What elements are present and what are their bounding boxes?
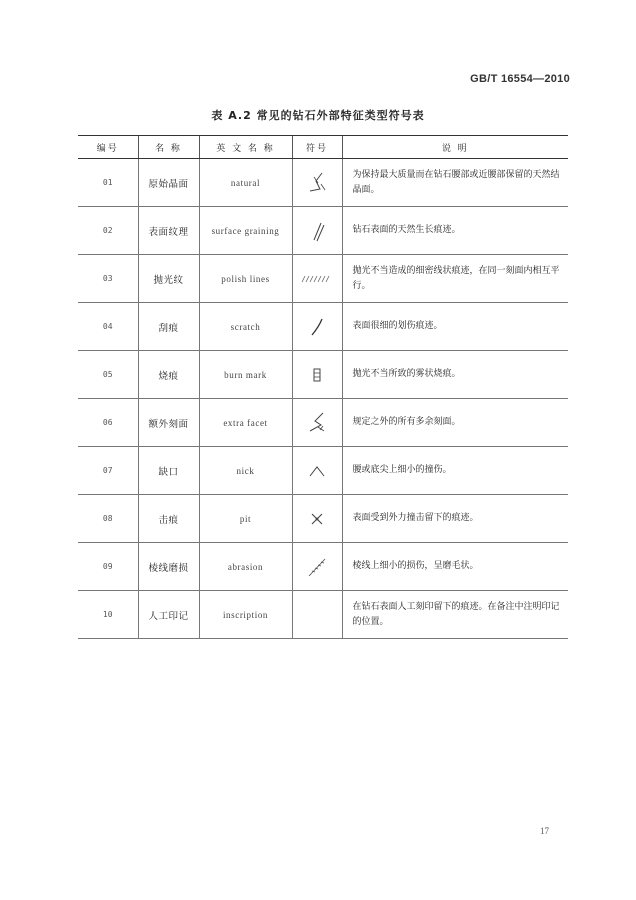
row-description: 抛光不当所致的雾状烧痕。: [342, 351, 568, 399]
row-code: 06: [78, 399, 138, 447]
table-row: [78, 591, 568, 639]
row-name: 烧痕: [138, 351, 199, 399]
pit-symbol-icon: [309, 511, 325, 527]
header-description: 说 明: [342, 136, 568, 159]
burn-mark-symbol-icon: [309, 366, 325, 384]
symbol-empty-cell: [292, 591, 342, 639]
table-row: [78, 351, 568, 399]
table-row: [78, 255, 568, 303]
row-name: 额外刻面: [138, 399, 199, 447]
table-header-row: [78, 136, 568, 159]
table-row: [78, 447, 568, 495]
table-row: [78, 543, 568, 591]
polish-lines-symbol-icon: [301, 273, 333, 285]
row-code: 01: [78, 159, 138, 207]
header-english-name: 英 文 名 称: [199, 136, 292, 159]
row-description: 棱线上细小的损伤，呈磨毛状。: [342, 543, 568, 591]
row-english-name: extra facet: [199, 399, 292, 447]
row-name: 人工印记: [138, 591, 199, 639]
row-description: 抛光不当造成的细密线状痕迹，在同一刻面内相互平行。: [342, 255, 568, 303]
surface-graining-symbol-icon: [306, 220, 328, 242]
row-english-name: scratch: [199, 303, 292, 351]
row-description: 腰或底尖上细小的撞伤。: [342, 447, 568, 495]
header-symbol: 符号: [292, 136, 342, 159]
row-english-name: pit: [199, 495, 292, 543]
row-description: 在钻石表面人工刻印留下的痕迹。在备注中注明印记的位置。: [342, 591, 568, 639]
table-row: [78, 207, 568, 255]
row-description: 为保持最大质量而在钻石腰部或近腰部保留的天然结晶面。: [342, 159, 568, 207]
row-code: 03: [78, 255, 138, 303]
row-name: 抛光纹: [138, 255, 199, 303]
row-code: 04: [78, 303, 138, 351]
table-row: [78, 399, 568, 447]
header-name: 名 称: [138, 136, 199, 159]
header-code: 编号: [78, 136, 138, 159]
table-row: [78, 495, 568, 543]
row-code: 10: [78, 591, 138, 639]
standard-number: GB/T 16554—2010: [470, 73, 570, 85]
abrasion-symbol-icon: [305, 555, 329, 579]
external-features-table: [78, 135, 568, 639]
row-code: 09: [78, 543, 138, 591]
row-description: 表面很细的划伤痕迹。: [342, 303, 568, 351]
row-name: 缺口: [138, 447, 199, 495]
row-name: 表面纹理: [138, 207, 199, 255]
natural-symbol-icon: [304, 171, 330, 195]
row-code: 05: [78, 351, 138, 399]
table-row: [78, 303, 568, 351]
row-english-name: nick: [199, 447, 292, 495]
row-english-name: polish lines: [199, 255, 292, 303]
row-name: 棱线磨损: [138, 543, 199, 591]
table-caption: 表 A.2 常见的钻石外部特征类型符号表: [211, 109, 425, 122]
row-code: 07: [78, 447, 138, 495]
row-description: 表面受到外力撞击留下的痕迹。: [342, 495, 568, 543]
row-code: 02: [78, 207, 138, 255]
row-english-name: abrasion: [199, 543, 292, 591]
row-english-name: surface graining: [199, 207, 292, 255]
row-name: 击痕: [138, 495, 199, 543]
scratch-symbol-icon: [307, 316, 327, 338]
extra-facet-symbol-icon: [304, 411, 330, 435]
row-english-name: burn mark: [199, 351, 292, 399]
page-number: 17: [540, 826, 549, 836]
table-row: [78, 159, 568, 207]
row-description: 规定之外的所有多余刻面。: [342, 399, 568, 447]
row-english-name: inscription: [199, 591, 292, 639]
nick-symbol-icon: [307, 464, 327, 478]
row-name: 刮痕: [138, 303, 199, 351]
row-english-name: natural: [199, 159, 292, 207]
row-name: 原始晶面: [138, 159, 199, 207]
row-code: 08: [78, 495, 138, 543]
row-description: 钻石表面的天然生长痕迹。: [342, 207, 568, 255]
